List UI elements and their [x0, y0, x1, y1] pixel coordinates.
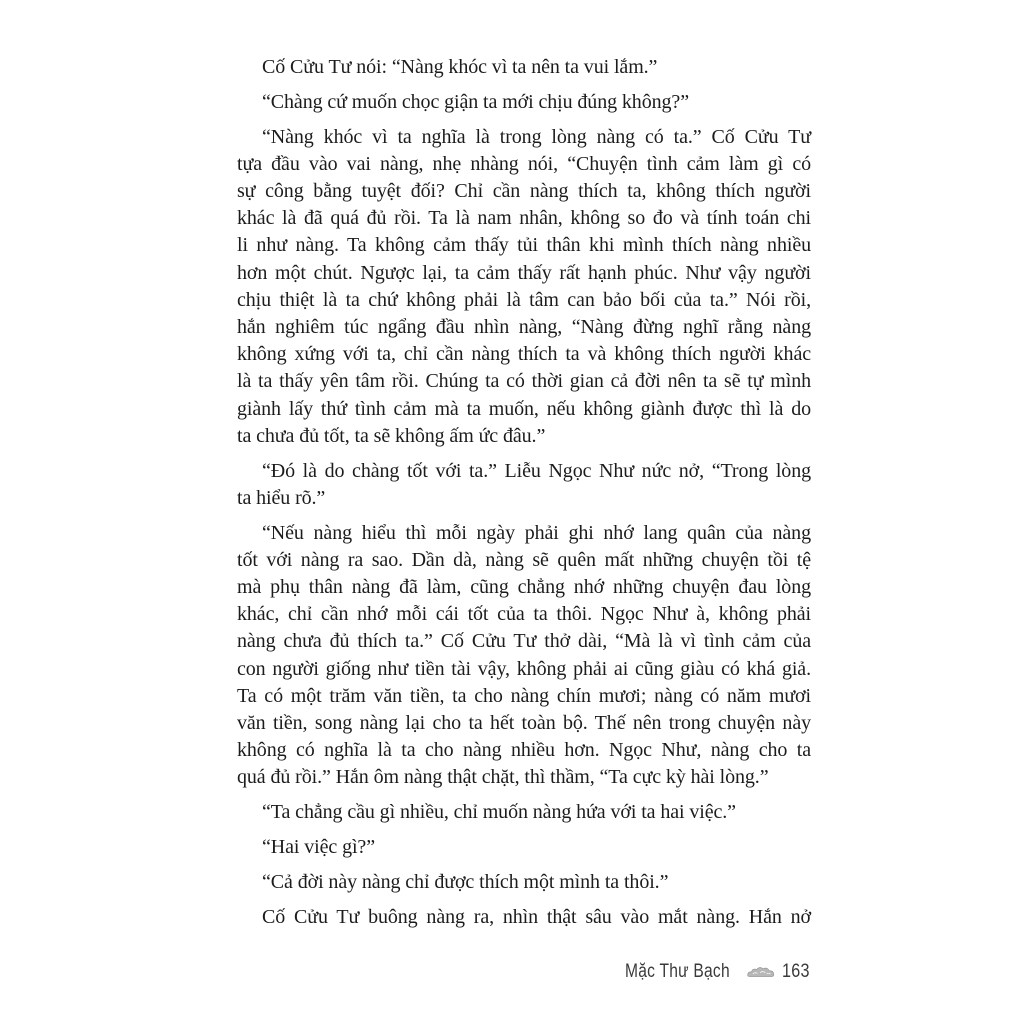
text-line: “Nàng khóc vì ta nghĩa là trong lòng nàng có ta.” Cố Cửu Tư — [262, 125, 811, 148]
text-line: “Hai việc gì?” — [262, 836, 375, 859]
text-line: không có nghĩa là ta cho nàng nhiều hơn. Ngọc Như, nàng cho ta — [237, 739, 811, 762]
paragraph — [237, 904, 811, 931]
paragraph — [237, 799, 811, 826]
text-line: khác là đã quá đủ rồi. Ta là nam nhân, không so đo và tính toán chi — [237, 207, 811, 230]
text-line: li như nàng. Ta không cảm thấy tủi thân khi mình thích nàng nhiều — [237, 234, 811, 257]
text-line: con người giống như tiền tài vậy, không phải ai cũng giàu có khá giả. — [237, 657, 811, 680]
text-line: ta hiểu rõ.” — [237, 486, 326, 509]
paragraph — [237, 89, 811, 116]
text-line: Cố Cửu Tư nói: “Nàng khóc vì ta nên ta vui lắm.” — [262, 56, 658, 78]
paragraph — [237, 520, 811, 792]
text-line: “Chàng cứ muốn chọc giận ta mới chịu đúng không?” — [262, 90, 689, 113]
text-line: văn tiền, song nàng lại cho ta hết toàn bộ. Thế nên trong chuyện này — [237, 712, 811, 735]
text-line: nàng chưa đủ thích ta.” Cố Cửu Tư thở dài, “Mà là vì tình cảm của — [237, 630, 811, 653]
text-line: tốt với nàng ra sao. Dần dà, nàng sẽ quên mất những chuyện tồi tệ — [237, 548, 811, 571]
paragraph — [237, 54, 811, 81]
paragraph — [237, 834, 811, 861]
text-line: là ta thấy yên tâm rồi. Chúng ta có thời gian cả đời nên ta sẽ tự mình — [237, 370, 811, 393]
text-line: ta chưa đủ tốt, ta sẽ không ấm ức đâu.” — [237, 424, 546, 447]
page-footer — [625, 956, 815, 988]
body-text — [237, 54, 811, 938]
text-line: sự công bằng tuyệt đối? Chỉ cần nàng thích ta, không thích người — [237, 180, 811, 202]
page-number: 163 — [782, 961, 811, 982]
paragraph — [237, 869, 811, 896]
text-line: “Cả đời này nàng chỉ được thích một mình ta thôi.” — [262, 870, 669, 893]
text-line: khác, chỉ cần nhớ mỗi cái tốt của ta thôi. Ngọc Như à, không phải — [237, 603, 811, 626]
text-line: chịu thiệt là ta chứ không phải là tâm can bảo bối của ta.” Nói rồi, — [237, 288, 811, 311]
text-line: hơn một chút. Ngược lại, ta cảm thấy rất hạnh phúc. Như vậy người — [237, 261, 811, 284]
text-line: hắn nghiêm túc ngẩng đầu nhìn nàng, “Nàng đừng nghĩ rằng nàng — [237, 316, 811, 339]
text-line: “Đó là do chàng tốt với ta.” Liễu Ngọc Như nức nở, “Trong lòng — [262, 459, 811, 482]
author-name: Mặc Thư Bạch — [625, 961, 730, 982]
cloud-ornament-icon — [745, 961, 776, 983]
text-line: Ta có một trăm văn tiền, ta cho nàng chín mươi; nàng có năm mươi — [237, 684, 811, 707]
text-line: không xứng với ta, chỉ cần nàng thích ta và không thích người khác — [237, 343, 811, 366]
text-line: mà phụ thân nàng đã làm, cũng chẳng nhớ những chuyện đau lòng — [237, 576, 811, 599]
text-line: tựa đầu vào vai nàng, nhẹ nhàng nói, “Chuyện tình cảm làm gì có — [237, 152, 811, 175]
text-line: “Nếu nàng hiểu thì mỗi ngày phải ghi nhớ lang quân của nàng — [262, 521, 811, 544]
paragraph — [237, 458, 811, 512]
paragraph — [237, 124, 811, 450]
text-line: giành lấy thứ tình cảm mà ta muốn, nếu không giành được thì là do — [237, 397, 811, 420]
text-line: Cố Cửu Tư buông nàng ra, nhìn thật sâu vào mắt nàng. Hắn nở — [262, 905, 811, 928]
text-line: quá đủ rồi.” Hắn ôm nàng thật chặt, thì thầm, “Ta cực kỳ hài lòng.” — [237, 766, 769, 789]
text-line: “Ta chẳng cầu gì nhiều, chỉ muốn nàng hứa với ta hai việc.” — [262, 801, 736, 824]
